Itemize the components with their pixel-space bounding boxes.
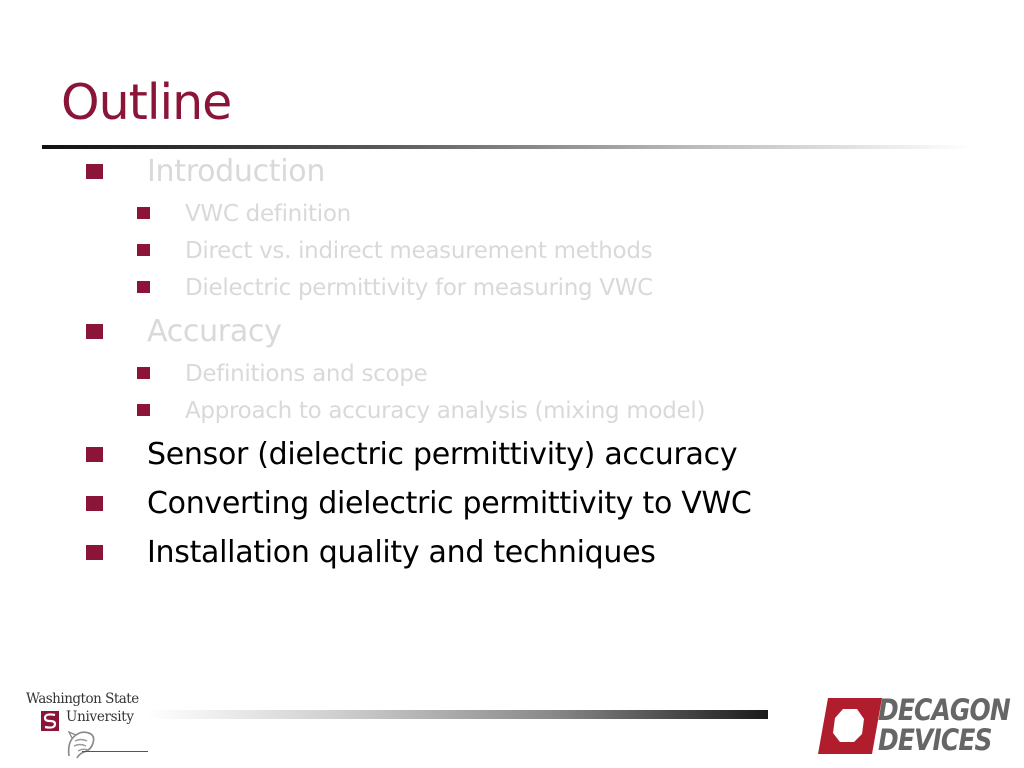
square-bullet-icon bbox=[137, 404, 150, 416]
square-bullet-icon bbox=[86, 324, 103, 339]
square-bullet-icon bbox=[86, 545, 103, 560]
outline-subitem-text: VWC definition bbox=[185, 201, 351, 227]
slide-title: Outline bbox=[61, 74, 232, 131]
outline-subitem-text: Definitions and scope bbox=[185, 361, 428, 387]
outline-item-text: Converting dielectric permittivity to VWC bbox=[147, 486, 752, 521]
outline-item-introduction bbox=[147, 154, 326, 189]
wsu-logo bbox=[24, 693, 154, 763]
wsu-shield-icon bbox=[41, 711, 59, 731]
outline-subitem-text: Dielectric permittivity for measuring VWC bbox=[185, 275, 653, 301]
outline-subitem-vwc-definition bbox=[185, 203, 351, 226]
outline-subitem-approach bbox=[185, 400, 705, 423]
outline-subitem-dielectric-permittivity bbox=[185, 277, 653, 300]
outline-item-text: Accuracy bbox=[147, 314, 282, 349]
outline-item-text: Introduction bbox=[147, 154, 326, 189]
decagon-logo-line-1: DECAGON bbox=[878, 693, 1010, 727]
outline-item-accuracy bbox=[147, 314, 282, 349]
outline-subitem-text: Direct vs. indirect measurement methods bbox=[185, 238, 653, 264]
outline-item-text: Sensor (dielectric permittivity) accuracy bbox=[147, 437, 738, 472]
square-bullet-icon bbox=[137, 367, 150, 379]
outline-item-text: Installation quality and techniques bbox=[147, 535, 656, 570]
square-bullet-icon bbox=[86, 447, 103, 462]
square-bullet-icon bbox=[137, 207, 150, 219]
decagon-mark-icon bbox=[818, 696, 882, 756]
square-bullet-icon bbox=[86, 496, 103, 511]
wsu-logo-line-2: University bbox=[66, 709, 134, 725]
decagon-logo-line-2: DEVICES bbox=[878, 723, 992, 757]
wsu-logo-line-1: Washington State bbox=[26, 691, 139, 707]
outline-subitem-text: Approach to accuracy analysis (mixing model) bbox=[185, 398, 706, 424]
outline-subitem-measurement-methods bbox=[185, 240, 652, 263]
decagon-devices-logo bbox=[818, 693, 1013, 758]
square-bullet-icon bbox=[137, 281, 150, 293]
cougar-head-icon bbox=[64, 729, 98, 759]
square-bullet-icon bbox=[86, 164, 103, 179]
outline-item-converting-permittivity bbox=[147, 486, 752, 521]
square-bullet-icon bbox=[137, 244, 150, 256]
outline-subitem-definitions-scope bbox=[185, 363, 427, 386]
wsu-logo-underline bbox=[82, 751, 148, 752]
outline-item-sensor-accuracy bbox=[147, 437, 738, 472]
footer-divider bbox=[147, 710, 768, 719]
outline-item-installation bbox=[147, 535, 656, 570]
